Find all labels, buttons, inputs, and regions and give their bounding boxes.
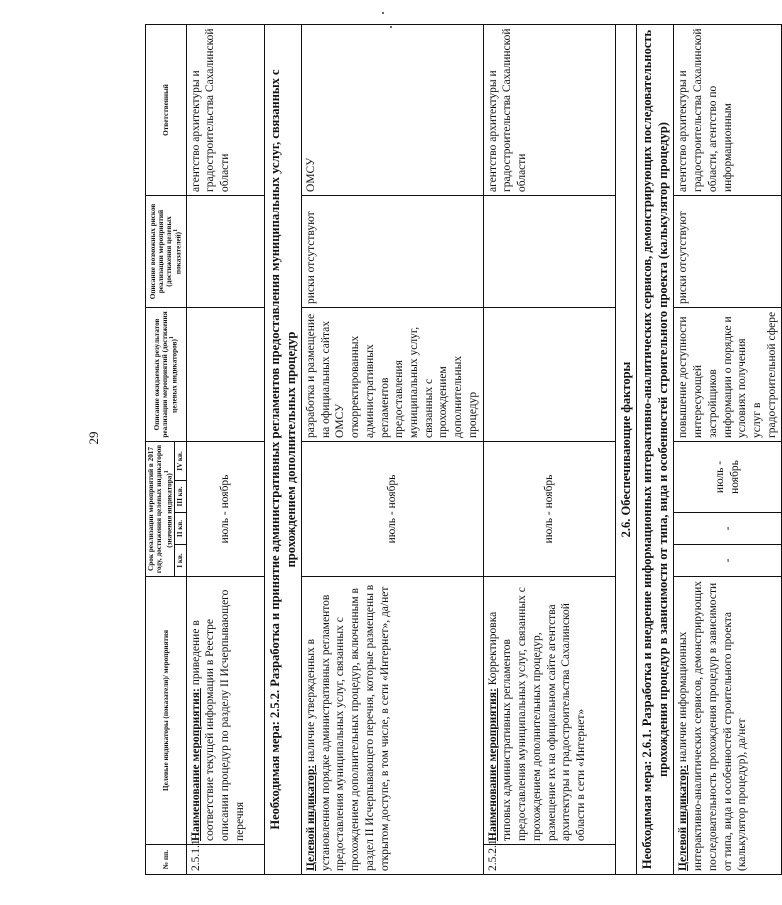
indicator-cell: Целевой индикатор: наличие информационных интерактивно-аналитических сервисов, демонстрирующих последовательность прохождения процедур в зависимости от типа, вида и особенностей строительного проекта (калькулятор процедур), да/нет	[674, 577, 782, 875]
indicator-cell: Целевой индикатор: наличие утвержденных в установленном порядке административных регламентов предоставления муниципальных услуг, связанных с прохождением дополнительных процедур, включенным в раздел II Исчерпывающего перечня, которые размещены в открытом доступе, в том числе, в сети «Интернет», да/нет	[302, 577, 484, 875]
header-num: № пп.	[146, 845, 187, 875]
period-cell: июль - ноябрь	[674, 441, 782, 512]
period-cell: июль - ноябрь	[186, 441, 264, 576]
header-risks: Описание возможных рисков реализации мероприятий (достижения целевых показателей)$^1$	[146, 195, 187, 307]
period-cell: июль - ноябрь	[483, 441, 615, 576]
table-row	[186, 24, 264, 874]
measure-heading: Необходимая мера: 2.6.1. Разработка и внедрение информационных интерактивно-аналитических сервисов, демонстрирующих последовательность прохождения процедур в зависимости от типа, вида и особенностей строительного проекта (калькулятор процедур)	[636, 24, 674, 874]
measure-row	[264, 24, 302, 874]
row-number: 2.5.2.1.	[483, 845, 615, 875]
header-timeline: Срок реализации мероприятий в 2017 году, достижения целевых индикаторов (значения индикатора)$^1$	[146, 441, 175, 576]
risk-cell: риски отсутствуют	[674, 195, 782, 307]
measure-heading: Необходимая мера: 2.5.2. Разработка и принятие административных регламентов предоставления муниципальных услуг, связанных с прохождением дополнительных процедур	[264, 24, 302, 874]
rotated-table-sheet	[145, 25, 778, 875]
q1-cell: -	[674, 545, 782, 577]
q2-cell: -	[674, 513, 782, 545]
header-indicators: Целевые индикаторы (показатели)/ мероприятия	[146, 577, 187, 845]
table-row	[302, 24, 484, 874]
responsible-cell: агентство архитектуры и градостроительства Сахалинской области, агентство по информационным	[674, 24, 782, 195]
plan-table	[145, 24, 782, 875]
section-row	[615, 24, 636, 874]
header-responsible: Ответственный	[146, 24, 187, 195]
responsible-cell: агентство архитектуры и градостроительства Сахалинской области	[483, 24, 615, 195]
result-cell	[186, 307, 264, 441]
scan-speck	[382, 12, 384, 14]
header-q2: II кв.	[175, 513, 186, 545]
section-heading: 2.6. Обеспечивающие факторы	[615, 24, 636, 874]
responsible-cell: ОМСУ	[302, 24, 484, 195]
activity-cell: Наименование мероприятия: Корректировка типовых административных регламентов предоставления муниципальных услуг, связанных с прохождением дополнительных процедур, размещение их на официальном сайте агентства архитектуры и градостроительства Сахалинской области в сети «Интернет»	[483, 577, 615, 845]
risk-cell: риски отсутствуют	[302, 195, 484, 307]
header-results: Описание ожидаемых результатов реализации мероприятий (достижения целевых индикаторов)$^1$	[146, 307, 187, 441]
activity-cell: Наименование мероприятия: приведение в соответствие текущей информации в Реестре описании процедур по разделу II Исчерпывающего перечня	[186, 577, 264, 845]
result-cell	[483, 307, 615, 441]
risk-cell	[186, 195, 264, 307]
header-q4: IV кв.	[175, 441, 186, 480]
measure-row	[636, 24, 674, 874]
row-number: 2.5.1.1	[186, 845, 264, 875]
risk-cell	[483, 195, 615, 307]
table-row	[674, 24, 782, 874]
period-cell: июль - ноябрь	[302, 441, 484, 576]
result-cell: разработка и размещение на официальных сайтах ОМСУ откорректированных административных регламентов предоставления муниципальных услуг, связанных с прохождением дополнительных процедур	[302, 307, 484, 441]
page-number: 29	[86, 431, 101, 445]
responsible-cell: агентство архитектуры и градостроительства Сахалинской области	[186, 24, 264, 195]
header-q3: III кв.	[175, 481, 186, 513]
table-row	[483, 24, 615, 874]
header-q1: I кв.	[175, 545, 186, 577]
result-cell: повышение доступности интересующей застройщиков информации о порядке и условиях получения услуг в градостроительной сфере	[674, 307, 782, 441]
